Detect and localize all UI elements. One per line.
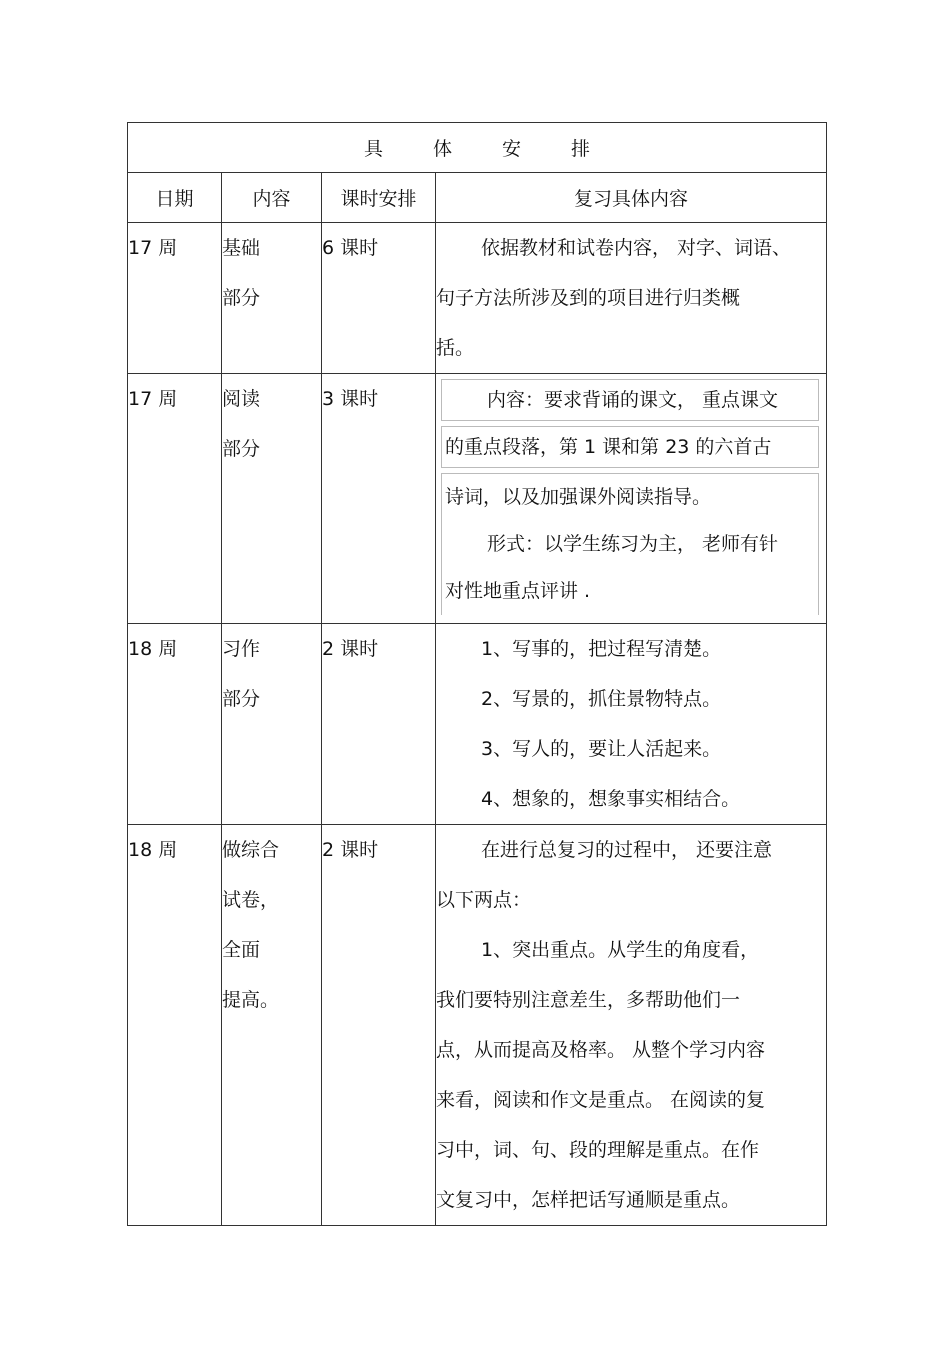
- table-row: [128, 223, 827, 374]
- details-cell: [436, 374, 827, 624]
- table-row: [128, 624, 827, 825]
- content-line: 基础: [222, 237, 261, 259]
- table-title: 具 体 安 排: [128, 123, 827, 173]
- content-line: 试卷，: [222, 889, 280, 911]
- details-cell: [436, 825, 827, 1226]
- detail-line: 的重点段落，第 1 课和第 23 的六首古: [441, 426, 819, 468]
- header-date: 日期: [128, 173, 222, 223]
- content-line: 习作: [222, 638, 261, 660]
- detail-line: 1、突出重点。从学生的角度看，: [481, 939, 760, 961]
- detail-line: 3、写人的，要让人活起来。: [481, 738, 722, 760]
- header-details: 复习具体内容: [436, 173, 827, 223]
- detail-line: 句子方法所涉及到的项目进行归类概: [436, 287, 741, 309]
- week-cell: [128, 624, 222, 825]
- detail-line: 习中，词、句、段的理解是重点。在作: [436, 1139, 760, 1161]
- content-line: 部分: [222, 688, 261, 710]
- content-line: 提高。: [222, 989, 280, 1011]
- hours-cell: [322, 374, 436, 624]
- week-label: 18 周: [128, 839, 178, 861]
- hours-label: 3 课时: [322, 388, 379, 410]
- detail-line: 4、想象的，想象事实相结合。: [481, 788, 741, 810]
- detail-line: 点，从而提高及格率。 从整个学习内容: [436, 1039, 766, 1061]
- hours-cell: [322, 825, 436, 1226]
- content-line: 阅读: [222, 388, 261, 410]
- table-row: [128, 825, 827, 1226]
- header-hours: 课时安排: [322, 173, 436, 223]
- hours-cell: [322, 624, 436, 825]
- schedule-table: [127, 122, 827, 1226]
- detail-line: 依据教材和试卷内容， 对字、词语、: [481, 237, 792, 259]
- week-label: 18 周: [128, 638, 178, 660]
- detail-line: 括。: [436, 337, 475, 359]
- content-line: 部分: [222, 438, 261, 460]
- detail-box: [441, 473, 819, 615]
- hours-label: 6 课时: [322, 237, 379, 259]
- content-line: 全面: [222, 939, 261, 961]
- content-cell: [222, 825, 322, 1226]
- content-cell: [222, 624, 322, 825]
- hours-label: 2 课时: [322, 638, 379, 660]
- week-label: 17 周: [128, 237, 178, 259]
- detail-line: 1、写事的，把过程写清楚。: [481, 638, 722, 660]
- detail-line: 对性地重点评讲 .: [445, 580, 591, 602]
- table-row: [128, 374, 827, 624]
- detail-line: 内容：要求背诵的课文， 重点课文: [441, 379, 819, 421]
- detail-line: 以下两点：: [436, 889, 532, 911]
- content-cell: [222, 223, 322, 374]
- header-row: [128, 173, 827, 223]
- content-line: 做综合: [222, 839, 280, 861]
- week-label: 17 周: [128, 388, 178, 410]
- header-content: 内容: [222, 173, 322, 223]
- detail-line: 2、写景的，抓住景物特点。: [481, 688, 722, 710]
- detail-line: 文复习中，怎样把话写通顺是重点。: [436, 1189, 741, 1211]
- detail-line: 形式：以学生练习为主， 老师有针: [487, 533, 779, 555]
- detail-line: 来看，阅读和作文是重点。 在阅读的复: [436, 1089, 766, 1111]
- hours-cell: [322, 223, 436, 374]
- details-cell: [436, 624, 827, 825]
- week-cell: [128, 825, 222, 1226]
- details-cell: [436, 223, 827, 374]
- content-cell: [222, 374, 322, 624]
- detail-line: 我们要特别注意差生，多帮助他们一: [436, 989, 741, 1011]
- content-line: 部分: [222, 287, 261, 309]
- detail-line: 诗词，以及加强课外阅读指导。: [445, 486, 712, 508]
- detail-line: 在进行总复习的过程中， 还要注意: [481, 839, 773, 861]
- hours-label: 2 课时: [322, 839, 379, 861]
- week-cell: [128, 374, 222, 624]
- week-cell: [128, 223, 222, 374]
